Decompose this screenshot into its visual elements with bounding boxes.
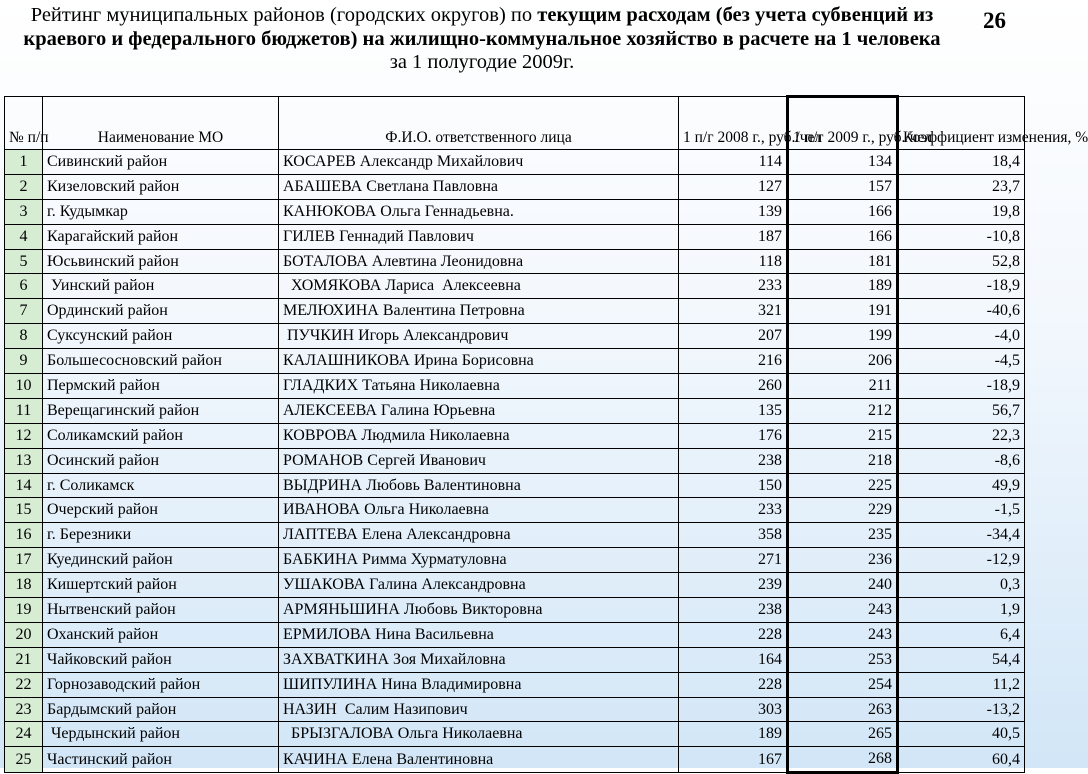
header-2008: 1 п/г 2008 г., руб./чел bbox=[679, 97, 788, 150]
mo-name: Ординский район bbox=[43, 299, 279, 324]
responsible-person: КОВРОВА Людмила Николаевна bbox=[279, 423, 679, 448]
mo-name: Оханский район bbox=[43, 622, 279, 647]
row-num: 21 bbox=[5, 647, 43, 672]
value-2008: 238 bbox=[679, 598, 788, 623]
value-2009: 206 bbox=[788, 349, 898, 374]
value-2008: 139 bbox=[679, 199, 788, 224]
row-num: 2 bbox=[5, 174, 43, 199]
table-row bbox=[5, 647, 1025, 672]
responsible-person: ПУЧКИН Игорь Александрович bbox=[279, 324, 679, 349]
row-num: 1 bbox=[5, 150, 43, 175]
change-coefficient: 60,4 bbox=[898, 747, 1025, 773]
header-2009: 1 п/г 2009 г., руб./чел bbox=[788, 97, 898, 150]
mo-name: Пермский район bbox=[43, 374, 279, 399]
responsible-person: КОСАРЕВ Александр Михайлович bbox=[279, 150, 679, 175]
value-2008: 260 bbox=[679, 374, 788, 399]
change-coefficient: 1,9 bbox=[898, 598, 1025, 623]
value-2009: 235 bbox=[788, 523, 898, 548]
mo-name: г. Березники bbox=[43, 523, 279, 548]
row-num: 14 bbox=[5, 473, 43, 498]
rating-table bbox=[4, 95, 1088, 774]
title-bold-part: текущим расходам (без учета субвенций из краевого и федерального бюджетов) на жилищно-коммунальное хозяйство в расчете на 1 человека bbox=[23, 4, 941, 50]
row-num: 15 bbox=[5, 498, 43, 523]
row-num: 25 bbox=[5, 747, 43, 773]
row-num: 23 bbox=[5, 697, 43, 722]
mo-name: Карагайский район bbox=[43, 224, 279, 249]
value-2009: 181 bbox=[788, 249, 898, 274]
responsible-person: МЕЛЮХИНА Валентина Петровна bbox=[279, 299, 679, 324]
row-num: 19 bbox=[5, 598, 43, 623]
value-2008: 118 bbox=[679, 249, 788, 274]
value-2009: 166 bbox=[788, 224, 898, 249]
table-header-row bbox=[5, 97, 1025, 150]
value-2008: 238 bbox=[679, 448, 788, 473]
change-coefficient: 56,7 bbox=[898, 398, 1025, 423]
value-2009: 253 bbox=[788, 647, 898, 672]
change-coefficient: 40,5 bbox=[898, 722, 1025, 747]
value-2009: 166 bbox=[788, 199, 898, 224]
value-2009: 265 bbox=[788, 722, 898, 747]
mo-name: г. Соликамск bbox=[43, 473, 279, 498]
change-coefficient: 49,9 bbox=[898, 473, 1025, 498]
header-fio: Ф.И.О. ответственного лица bbox=[279, 97, 679, 150]
table-row bbox=[5, 398, 1025, 423]
change-coefficient: -4,5 bbox=[898, 349, 1025, 374]
change-coefficient: 0,3 bbox=[898, 573, 1025, 598]
page-number: 26 bbox=[983, 8, 1006, 33]
value-2009: 263 bbox=[788, 697, 898, 722]
table-row bbox=[5, 697, 1025, 722]
mo-name: Соликамский район bbox=[43, 423, 279, 448]
value-2008: 150 bbox=[679, 473, 788, 498]
value-2009: 268 bbox=[788, 747, 898, 773]
mo-name: Бардымский район bbox=[43, 697, 279, 722]
table-row bbox=[5, 473, 1025, 498]
table-row bbox=[5, 224, 1025, 249]
row-num: 5 bbox=[5, 249, 43, 274]
table-row bbox=[5, 274, 1025, 299]
change-coefficient: -1,5 bbox=[898, 498, 1025, 523]
change-coefficient: -40,6 bbox=[898, 299, 1025, 324]
table-row bbox=[5, 722, 1025, 747]
responsible-person: ШИПУЛИНА Нина Владимировна bbox=[279, 672, 679, 697]
table-row bbox=[5, 324, 1025, 349]
slide-title bbox=[20, 4, 944, 75]
responsible-person: ЕРМИЛОВА Нина Васильевна bbox=[279, 622, 679, 647]
responsible-person: КАНЮКОВА Ольга Геннадьевна. bbox=[279, 199, 679, 224]
title-part-1: Рейтинг муниципальных районов (городских округов) по bbox=[30, 4, 538, 26]
mo-name: Чайковский район bbox=[43, 647, 279, 672]
change-coefficient: 6,4 bbox=[898, 622, 1025, 647]
responsible-person: ВЫДРИНА Любовь Валентиновна bbox=[279, 473, 679, 498]
table-row bbox=[5, 249, 1025, 274]
row-num: 11 bbox=[5, 398, 43, 423]
mo-name: Частинский район bbox=[43, 747, 279, 773]
table-row bbox=[5, 672, 1025, 697]
title-part-2: за 1 полугодие 2009г. bbox=[389, 51, 575, 73]
row-num: 13 bbox=[5, 448, 43, 473]
value-2008: 167 bbox=[679, 747, 788, 773]
row-num: 18 bbox=[5, 573, 43, 598]
row-num: 12 bbox=[5, 423, 43, 448]
mo-name: Кишертский район bbox=[43, 573, 279, 598]
value-2009: 199 bbox=[788, 324, 898, 349]
value-2009: 212 bbox=[788, 398, 898, 423]
row-num: 9 bbox=[5, 349, 43, 374]
table-row bbox=[5, 299, 1025, 324]
mo-name: Юсьвинский район bbox=[43, 249, 279, 274]
value-2009: 215 bbox=[788, 423, 898, 448]
mo-name: Нытвенский район bbox=[43, 598, 279, 623]
value-2008: 321 bbox=[679, 299, 788, 324]
mo-name: Уинский район bbox=[43, 274, 279, 299]
value-2009: 225 bbox=[788, 473, 898, 498]
change-coefficient: 52,8 bbox=[898, 249, 1025, 274]
row-num: 17 bbox=[5, 548, 43, 573]
mo-name: Горнозаводский район bbox=[43, 672, 279, 697]
value-2008: 233 bbox=[679, 274, 788, 299]
change-coefficient: -34,4 bbox=[898, 523, 1025, 548]
value-2008: 207 bbox=[679, 324, 788, 349]
responsible-person: ЛАПТЕВА Елена Александровна bbox=[279, 523, 679, 548]
table-row bbox=[5, 498, 1025, 523]
value-2009: 134 bbox=[788, 150, 898, 175]
value-2008: 127 bbox=[679, 174, 788, 199]
responsible-person: АРМЯНЬШИНА Любовь Викторовна bbox=[279, 598, 679, 623]
table-row bbox=[5, 573, 1025, 598]
mo-name: Суксунский район bbox=[43, 324, 279, 349]
responsible-person: БАБКИНА Римма Хурматуловна bbox=[279, 548, 679, 573]
value-2008: 135 bbox=[679, 398, 788, 423]
value-2008: 189 bbox=[679, 722, 788, 747]
value-2008: 303 bbox=[679, 697, 788, 722]
table-row bbox=[5, 622, 1025, 647]
value-2009: 157 bbox=[788, 174, 898, 199]
value-2009: 240 bbox=[788, 573, 898, 598]
table-row bbox=[5, 150, 1025, 175]
row-num: 10 bbox=[5, 374, 43, 399]
mo-name: Очерский район bbox=[43, 498, 279, 523]
header-name: Наименование МО bbox=[43, 97, 279, 150]
value-2008: 228 bbox=[679, 672, 788, 697]
value-2008: 187 bbox=[679, 224, 788, 249]
value-2008: 176 bbox=[679, 423, 788, 448]
value-2008: 271 bbox=[679, 548, 788, 573]
responsible-person: ИВАНОВА Ольга Николаевна bbox=[279, 498, 679, 523]
table-row bbox=[5, 598, 1025, 623]
row-num: 22 bbox=[5, 672, 43, 697]
row-num: 7 bbox=[5, 299, 43, 324]
change-coefficient: -4,0 bbox=[898, 324, 1025, 349]
value-2008: 164 bbox=[679, 647, 788, 672]
value-2008: 233 bbox=[679, 498, 788, 523]
value-2009: 243 bbox=[788, 622, 898, 647]
table-row bbox=[5, 374, 1025, 399]
responsible-person: КАЛАШНИКОВА Ирина Борисовна bbox=[279, 349, 679, 374]
table-row bbox=[5, 448, 1025, 473]
responsible-person: ГИЛЕВ Геннадий Павлович bbox=[279, 224, 679, 249]
header-coef: Коэффициент изменения, % bbox=[898, 97, 1025, 150]
value-2008: 358 bbox=[679, 523, 788, 548]
responsible-person: ХОМЯКОВА Лариса Алексеевна bbox=[279, 274, 679, 299]
change-coefficient: -18,9 bbox=[898, 274, 1025, 299]
value-2009: 229 bbox=[788, 498, 898, 523]
header-num: № п/п bbox=[5, 97, 43, 150]
responsible-person: ЗАХВАТКИНА Зоя Михайловна bbox=[279, 647, 679, 672]
change-coefficient: -18,9 bbox=[898, 374, 1025, 399]
table-row bbox=[5, 199, 1025, 224]
change-coefficient: 18,4 bbox=[898, 150, 1025, 175]
value-2008: 114 bbox=[679, 150, 788, 175]
change-coefficient: -8,6 bbox=[898, 448, 1025, 473]
responsible-person: РОМАНОВ Сергей Иванович bbox=[279, 448, 679, 473]
mo-name: г. Кудымкар bbox=[43, 199, 279, 224]
table-row bbox=[5, 423, 1025, 448]
value-2009: 191 bbox=[788, 299, 898, 324]
value-2008: 239 bbox=[679, 573, 788, 598]
row-num: 6 bbox=[5, 274, 43, 299]
row-num: 8 bbox=[5, 324, 43, 349]
value-2008: 216 bbox=[679, 349, 788, 374]
change-coefficient: 19,8 bbox=[898, 199, 1025, 224]
change-coefficient: 23,7 bbox=[898, 174, 1025, 199]
value-2009: 189 bbox=[788, 274, 898, 299]
responsible-person: БРЫЗГАЛОВА Ольга Николаевна bbox=[279, 722, 679, 747]
table-row bbox=[5, 523, 1025, 548]
value-2008: 228 bbox=[679, 622, 788, 647]
change-coefficient: 22,3 bbox=[898, 423, 1025, 448]
value-2009: 254 bbox=[788, 672, 898, 697]
table-row bbox=[5, 747, 1025, 773]
row-num: 3 bbox=[5, 199, 43, 224]
mo-name: Большесосновский район bbox=[43, 349, 279, 374]
table-row bbox=[5, 349, 1025, 374]
value-2009: 236 bbox=[788, 548, 898, 573]
mo-name: Кизеловский район bbox=[43, 174, 279, 199]
mo-name: Чердынский район bbox=[43, 722, 279, 747]
row-num: 24 bbox=[5, 722, 43, 747]
change-coefficient: 54,4 bbox=[898, 647, 1025, 672]
row-num: 4 bbox=[5, 224, 43, 249]
value-2009: 218 bbox=[788, 448, 898, 473]
change-coefficient: -12,9 bbox=[898, 548, 1025, 573]
responsible-person: КАЧИНА Елена Валентиновна bbox=[279, 747, 679, 773]
responsible-person: АБАШЕВА Светлана Павловна bbox=[279, 174, 679, 199]
row-num: 16 bbox=[5, 523, 43, 548]
responsible-person: БОТАЛОВА Алевтина Леонидовна bbox=[279, 249, 679, 274]
responsible-person: НАЗИН Салим Назипович bbox=[279, 697, 679, 722]
mo-name: Куединский район bbox=[43, 548, 279, 573]
table-body bbox=[5, 150, 1025, 773]
table-row bbox=[5, 174, 1025, 199]
change-coefficient: -10,8 bbox=[898, 224, 1025, 249]
value-2009: 243 bbox=[788, 598, 898, 623]
change-coefficient: 11,2 bbox=[898, 672, 1025, 697]
mo-name: Верещагинский район bbox=[43, 398, 279, 423]
responsible-person: ГЛАДКИХ Татьяна Николаевна bbox=[279, 374, 679, 399]
row-num: 20 bbox=[5, 622, 43, 647]
mo-name: Осинский район bbox=[43, 448, 279, 473]
value-2009: 211 bbox=[788, 374, 898, 399]
responsible-person: АЛЕКСЕЕВА Галина Юрьевна bbox=[279, 398, 679, 423]
responsible-person: УШАКОВА Галина Александровна bbox=[279, 573, 679, 598]
mo-name: Сивинский район bbox=[43, 150, 279, 175]
table-row bbox=[5, 548, 1025, 573]
change-coefficient: -13,2 bbox=[898, 697, 1025, 722]
